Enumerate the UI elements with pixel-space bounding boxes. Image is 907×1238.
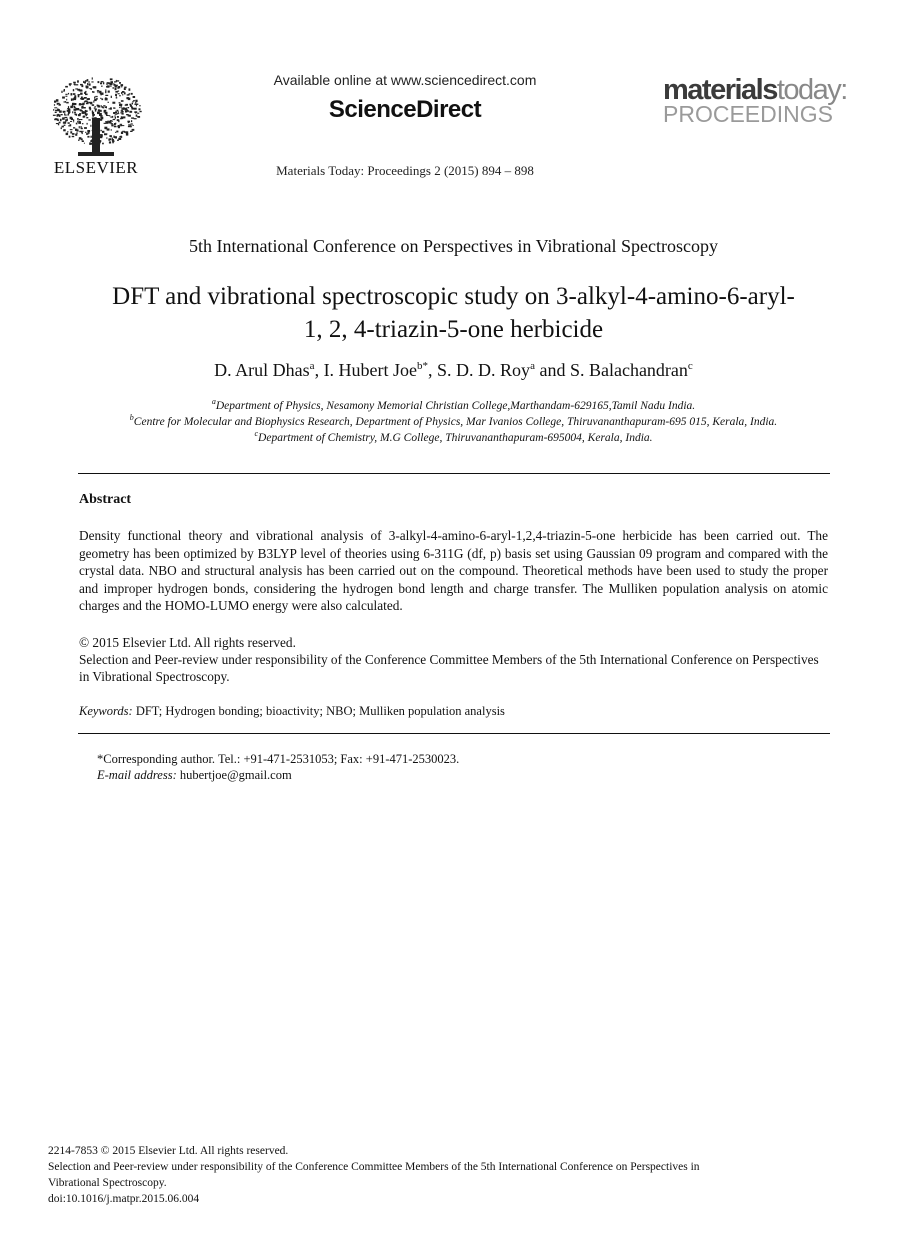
logo-proceedings: PROCEEDINGS [663,101,833,127]
affiliation-text: Department of Chemistry, M.G College, Thiruvananthapuram-695004, Kerala, India. [258,431,653,444]
affiliation-mark: b [129,413,134,422]
author-affil-mark: b* [417,360,429,372]
correspondence-note [97,751,827,783]
affiliation-text: Department of Physics, Nesamony Memorial Christian College,Marthandam-629165,Tamil Nadu India. [215,399,696,412]
copyright-block [79,634,828,685]
author-separator: , [314,360,324,380]
author-name: S. Balachandran [569,360,688,380]
footer-doi[interactable]: doi:10.1016/j.matpr.2015.06.004 [48,1193,200,1205]
author-name: S. D. D. Roy [437,360,531,380]
email-address[interactable]: hubertjoe@gmail.com [176,768,292,782]
affiliation-a [0,397,907,412]
affiliation-text: Centre for Molecular and Biophysics Research, Department of Physics, Mar Ivanios College, Thiruvananthapuram-695 015, Kerala, India. [133,415,778,428]
keywords-list: DFT; Hydrogen bonding; bioactivity; NBO; Mulliken population analysis [132,704,505,718]
divider-top [78,473,830,474]
available-online-text: Available online at www.sciencedirect.com [273,72,537,88]
logo-materials: materials [663,74,777,106]
author-affil-mark: c [687,360,693,372]
keywords [79,704,828,719]
affiliation-mark: c [254,429,259,438]
author-list [0,360,907,381]
email-label: E-mail address: [97,768,177,782]
elsevier-logo [48,74,144,178]
sciencedirect-logo: ScienceDirect [328,96,482,123]
elsevier-tree-icon [48,74,144,158]
author-affil-mark: a [309,360,315,372]
page-footer [48,1143,748,1207]
keywords-label: Keywords: [79,704,133,718]
author-affil-mark: a [530,360,535,372]
author-separator: , [428,360,438,380]
affiliation-c [0,429,907,444]
author-name: I. Hubert Joe [323,360,418,380]
journal-reference: Materials Today: Proceedings 2 (2015) 894 – 898 [276,163,534,178]
copyright-line: © 2015 Elsevier Ltd. All rights reserved. [79,635,296,650]
email-line [97,767,827,783]
abstract-body: Density functional theory and vibrational analysis of 3-alkyl-4-amino-6-aryl-1,2,4-triazin-5-one herbicide has been carried out. The geometry has been optimized by B3LYP level of theories using 6-311G (df, p) basis set using Gaussian 09 program and compared with the crystal data. NBO and structural analysis has been carried out on the compound. Theoretical methods have been used to study the proper and improper hydrogen bonds, considering the hydrogen bond length and charge transfer. The Mulliken population analysis on atomic charges and the HOMO-LUMO energy were also calculated. [79,528,828,613]
title-line-1: DFT and vibrational spectroscopic study on 3-alkyl-4-amino-6-aryl- [112,283,795,310]
elsevier-wordmark: ELSEVIER [53,158,139,177]
footer-issn: 2214-7853 © 2015 Elsevier Ltd. All rights reserved. [48,1145,289,1157]
author-name: D. Arul Dhas [214,360,310,380]
paper-title [60,280,847,346]
conference-name: 5th International Conference on Perspectives in Vibrational Spectroscopy [189,236,718,256]
affiliation-mark: a [211,397,216,406]
abstract-heading: Abstract [79,492,132,507]
divider-bottom [78,733,830,734]
corresponding-author-line: *Corresponding author. Tel.: +91-471-2531053; Fax: +91-471-2530023. [97,752,460,766]
peer-review-line: Selection and Peer-review under responsibility of the Conference Committee Members of the 5th International Conference on Perspectives in Vibrational Spectroscopy. [79,652,819,684]
title-line-2: 1, 2, 4-triazin-5-one herbicide [303,316,604,343]
materials-today-logo [663,76,863,126]
affiliation-b [0,413,907,428]
logo-today: today: [776,74,847,106]
author-separator: and [534,360,570,380]
footer-peer-review: Selection and Peer-review under responsibility of the Conference Committee Members of the 5th International Conference on Perspectives in Vibrational Spectroscopy. [48,1161,700,1189]
